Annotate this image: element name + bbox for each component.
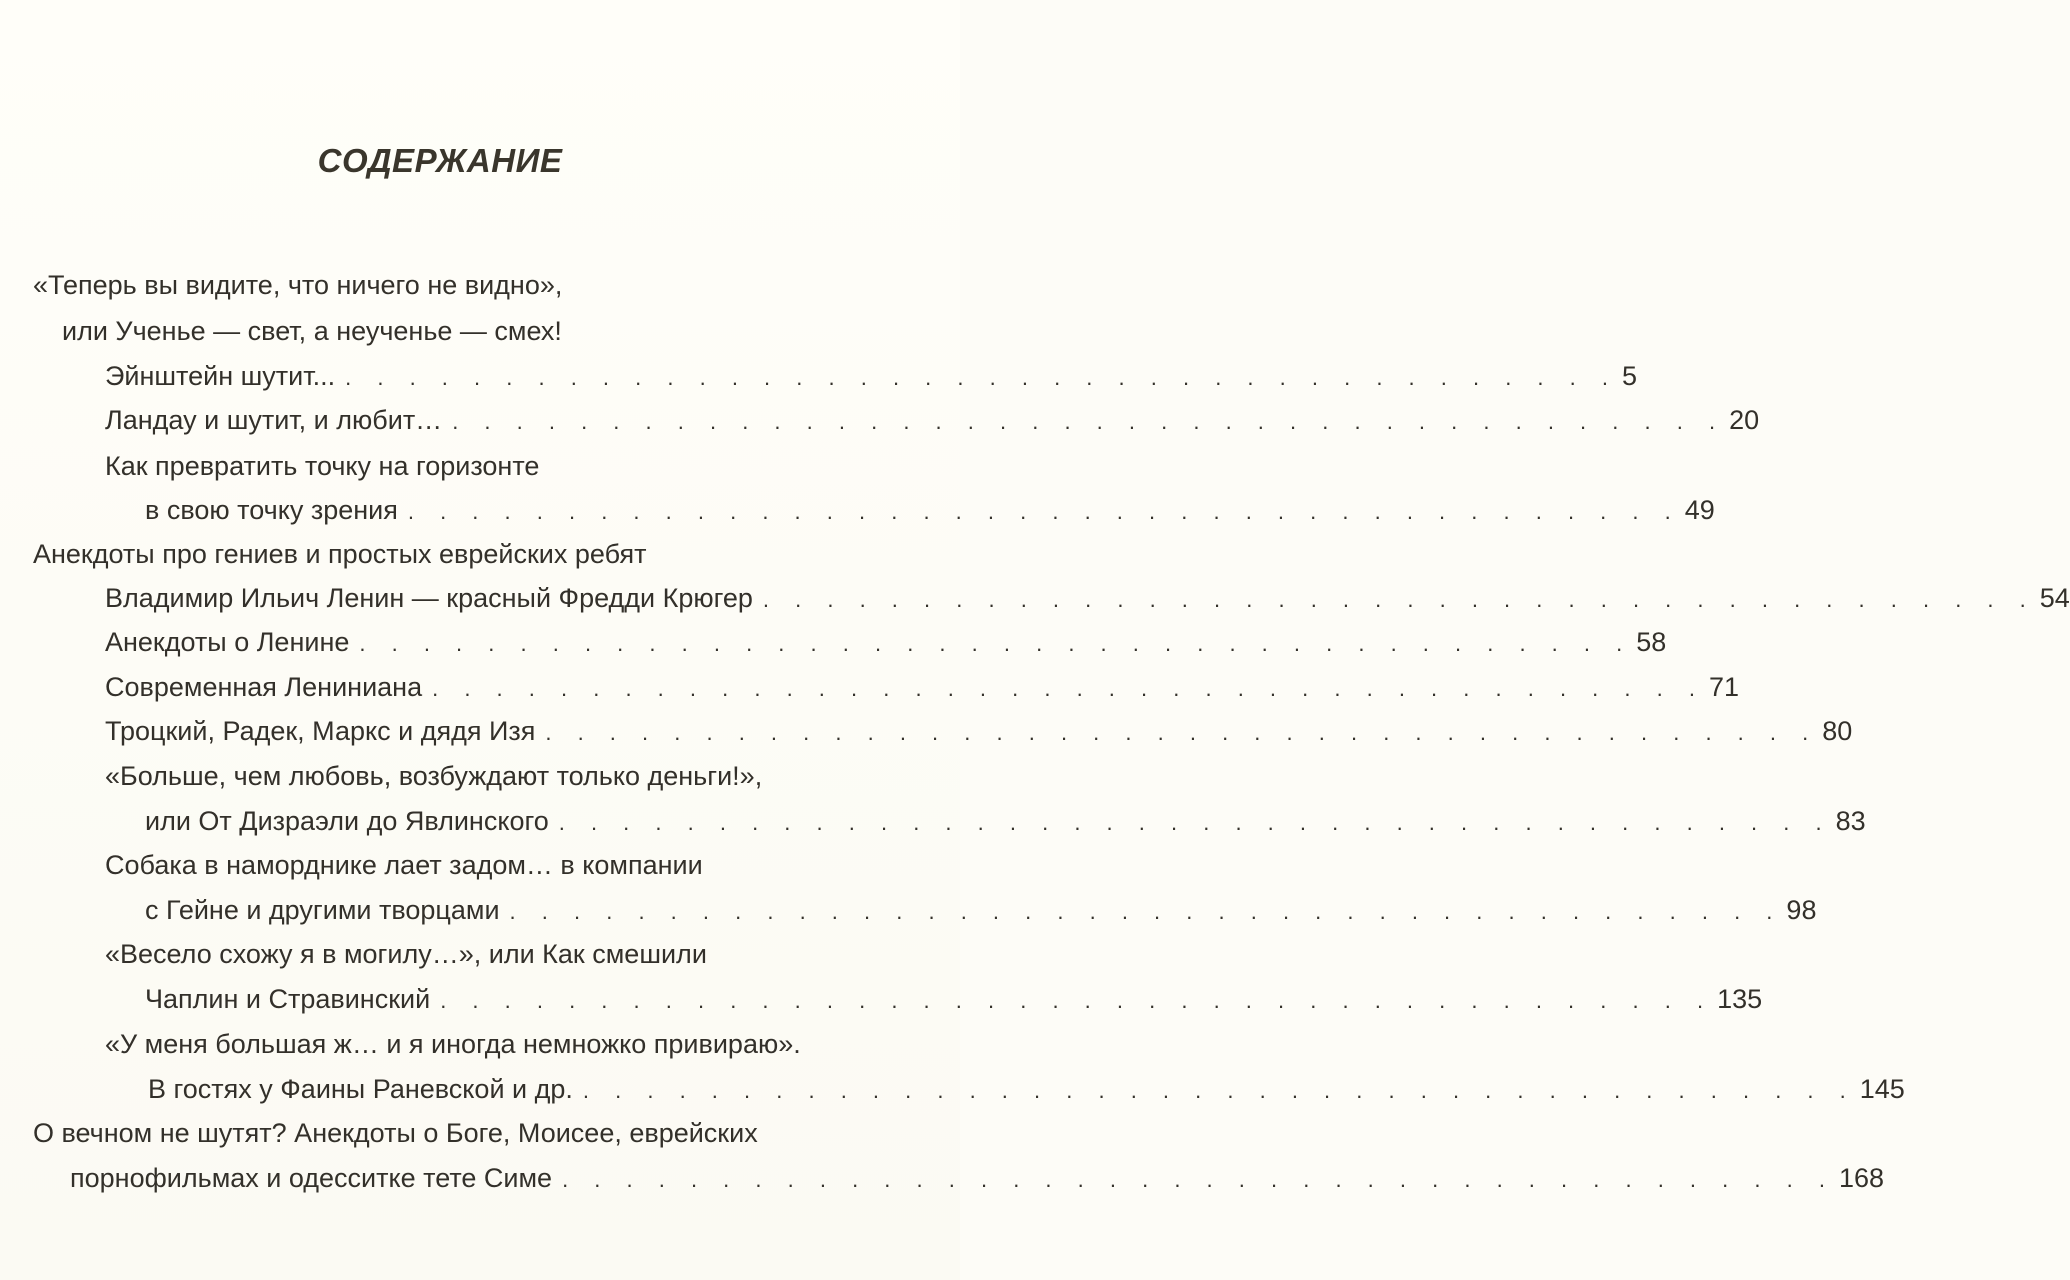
toc-page-number: 58 [1636,627,1667,657]
leader-dots: . . . . . . . . . . . . . . . . . . . . . . . . . . . . . . . . . . . . . . . . [545,720,1819,745]
leader-dots: . . . . . . . . . . . . . . . . . . . . . . . . . . . . . . . . . . . . . . . . [452,409,1726,434]
toc-entry [105,622,1667,662]
toc-page-number: 168 [1838,1163,1884,1193]
toc-entry-text: с Гейне и другими творцами [145,895,500,925]
toc-entry [105,934,745,974]
toc-entry [105,756,805,796]
toc-entry [33,265,593,305]
leader-dots: . . . . . . . . . . . . . . . . . . . . . . . . . . . . . . . . . . . . . . . . [440,988,1714,1013]
leader-dots: . . . . . . . . . . . . . . . . . . . . . . . . . . . . . . . . . . . . . . . . [558,810,1832,835]
toc-entry [145,490,1715,530]
toc-page-number: 145 [1859,1074,1905,1104]
toc-entry-text: О вечном не шутят? Анекдоты о Боге, Моисее, еврейских [33,1118,758,1148]
toc-page-number: 135 [1717,984,1763,1014]
toc-entry-text: Анекдоты о Ленине [105,627,350,657]
toc-entry-text: в свою точку зрения [145,495,398,525]
leader-dots: . . . . . . . . . . . . . . . . . . . . . . . . . . . . . . . . . . . . . . . . [432,676,1705,701]
toc-page-number: 20 [1729,405,1760,435]
leader-dots: . . . . . . . . . . . . . . . . . . . . . . . . . . . . . . . . . . . . . . . . [762,587,2036,612]
leader-dots: . . . . . . . . . . . . . . . . . . . . . . . . . . . . . . . . . . . . . . . . [562,1167,1835,1192]
page-title: СОДЕРЖАНИЕ [317,142,563,179]
toc-entry-text: «Теперь вы видите, что ничего не видно», [33,270,563,300]
toc-page-number: 49 [1684,495,1715,525]
toc-section-heading [33,1113,833,1153]
toc-entry-text: или От Дизраэли до Явлинского [145,806,549,836]
toc-entry-text: Троцкий, Радек, Маркс и дядя Изя [105,716,536,746]
toc-entry-text: «У меня большая ж… и я иногда немножко привираю». [105,1029,801,1059]
toc-entry [105,356,1638,396]
toc-entry [105,1024,865,1064]
toc-entry [105,400,1760,440]
leader-dots: . . . . . . . . . . . . . . . . . . . . . . . . . . . . . . . . . . . . . . . . [509,899,1783,924]
toc-entry-text: В гостях у Фаины Раневской и др. [148,1074,573,1104]
toc-entry [62,311,582,351]
toc-entry [105,711,1853,751]
toc-entry [105,667,1740,707]
toc-page-number: 80 [1822,716,1853,746]
toc-entry-text: Ландау и шутит, и любит… [105,405,443,435]
toc-entry [145,979,1763,1019]
toc-page-number: 5 [1622,361,1638,391]
toc-entry [105,845,745,885]
toc-page-number: 98 [1786,895,1817,925]
toc-entry-text: порнофильмах и одесситке тете Симе [70,1163,553,1193]
toc-entry-text: Эйнштейн шутит... [105,361,336,391]
leader-dots: . . . . . . . . . . . . . . . . . . . . . . . . . . . . . . . . . . . . . . . . [345,365,1618,390]
toc-page-number: 83 [1835,806,1866,836]
leader-dots: . . . . . . . . . . . . . . . . . . . . . . . . . . . . . . . . . . . . . . . . [359,631,1633,656]
toc-entry-text: Чаплин и Стравинский [145,984,431,1014]
toc-entry-text: Современная Лениниана [105,672,423,702]
toc-section-heading [33,534,693,574]
toc-entry-text: «Больше, чем любовь, возбуждают только деньги!», [105,761,763,791]
toc-entry [145,801,1866,841]
toc-entry-text: «Весело схожу я в могилу…», или Как смешили [105,939,707,969]
toc-page-number: 71 [1708,672,1740,702]
toc-entry-text: Анекдоты про гениев и простых еврейских ребят [33,539,647,569]
toc-entry [70,1158,1884,1198]
toc-entry-text: или Ученье — свет, а неученье — смех! [62,316,562,346]
toc-entry-text: Собака в наморднике лает задом… в компании [105,850,703,880]
toc-entry [145,890,1817,930]
toc-entry-text: Как превратить точку на горизонте [105,451,540,481]
leader-dots: . . . . . . . . . . . . . . . . . . . . . . . . . . . . . . . . . . . . . . . . [407,499,1681,524]
toc-page-number: 54 [2039,583,2070,613]
toc-entry [105,578,2070,618]
toc-entry [148,1069,1905,1109]
toc-entry [105,446,605,486]
toc-entry-text: Владимир Ильич Ленин — красный Фредди Крюгер [105,583,753,613]
leader-dots: . . . . . . . . . . . . . . . . . . . . . . . . . . . . . . . . . . . . . . . . [582,1078,1856,1103]
